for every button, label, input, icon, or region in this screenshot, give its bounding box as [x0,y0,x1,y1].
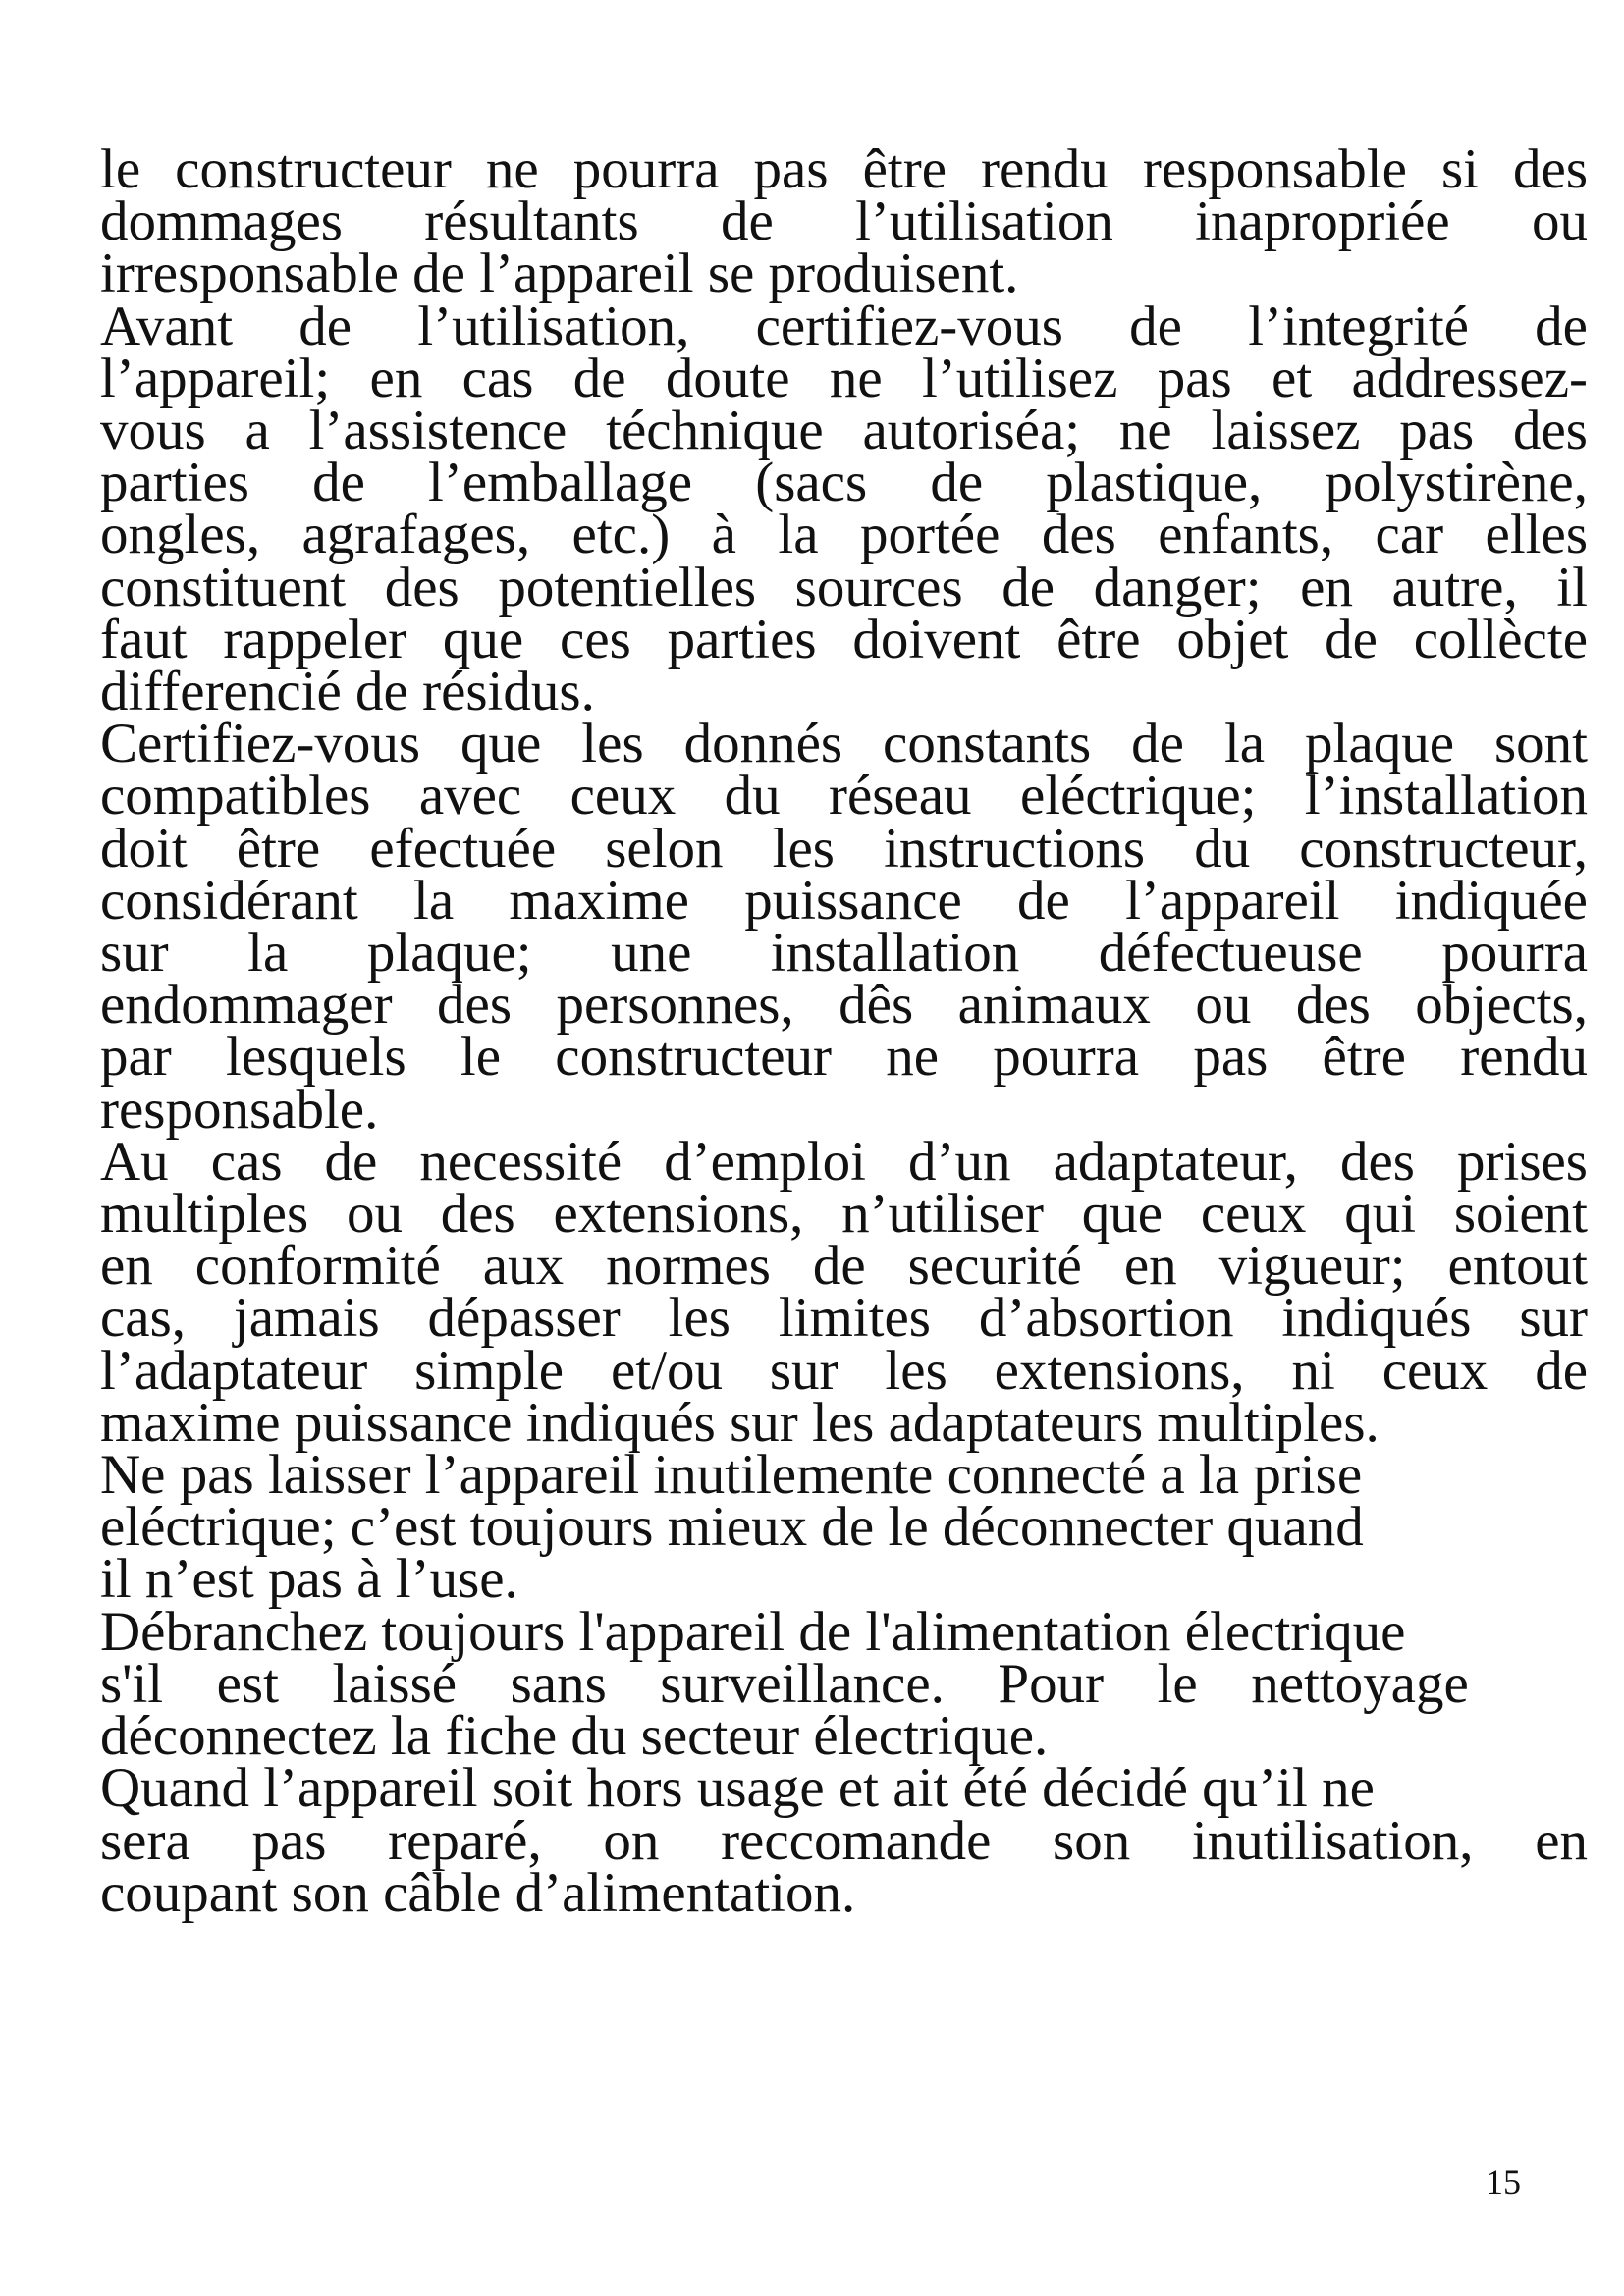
text-line: responsable. [100,1078,379,1141]
text-line: endommager des personnes, dês animaux ou des objects, [100,974,1588,1037]
text-line: l’appareil; en cas de doute ne l’utilisez pas et addressez- [100,347,1588,409]
paragraph [100,1130,1588,1454]
text-line: sur la plaque; une installation défectueuse pourra [100,922,1588,985]
text-line: cas, jamais dépasser les limites d’absortion indiqués sur [100,1287,1588,1350]
text-line: Au cas de necessité d’emploi d’un adaptateur, des prises [100,1130,1588,1193]
text-line: parties de l’emballage (sacs de plastique, polystirène, [100,452,1588,514]
text-line: ongles, agrafages, etc.) à la portée des enfants, car elles [100,504,1588,566]
paragraph [100,1600,1588,1768]
paragraph [100,1444,1588,1611]
text-line: dommages résultants de l’utilisation inapropriée ou [100,190,1588,253]
text-line: considérant la maxime puissance de l’appareil indiquée [100,869,1588,932]
text-line: doit être efectuée selon les instructions du constructeur, [100,817,1588,880]
paragraph [100,1757,1588,1924]
paragraph [100,713,1588,1141]
text-line: vous a l’assistence téchnique autoriséa; ne laissez pas des [100,400,1588,462]
text-line: constituent des potentielles sources de danger; en autre, il [100,556,1588,618]
body-text [100,138,1588,1924]
text-line: irresponsable de l’appareil se produisent. [100,242,1019,305]
text-line: s'il est laissé sans surveillance. Pour le nettoyage [100,1652,1469,1715]
page-number: 15 [1486,2163,1521,2202]
text-line: Débranchez toujours l'appareil de l'alimentation électrique [100,1600,1406,1663]
text-line: differencié de résidus. [100,661,595,723]
text-line: le constructeur ne pourra pas être rendu responsable si des [100,138,1588,200]
text-line: il n’est pas à l’use. [100,1548,518,1611]
text-line: coupant son câble d’alimentation. [100,1861,856,1924]
text-line: faut rappeler que ces parties doivent être objet de collècte [100,608,1588,670]
paragraph [100,138,1588,305]
text-line: par lesquels le constructeur ne pourra pas être rendu [100,1026,1588,1089]
text-line: maxime puissance indiqués sur les adaptateurs multiples. [100,1391,1380,1454]
text-line: Ne pas laisser l’appareil inutilemente connecté a la prise [100,1444,1363,1507]
text-line: l’adaptateur simple et/ou sur les extensions, ni ceux de [100,1339,1588,1402]
text-line: multiples ou des extensions, n’utiliser que ceux qui soient [100,1183,1588,1246]
text-line: sera pas reparé, on reccomande son inutilisation, en [100,1809,1588,1872]
text-line: Avant de l’utilisation, certifiez-vous de l’integrité de [100,294,1588,357]
text-line: déconnectez la fiche du secteur électrique. [100,1705,1049,1768]
text-line: en conformité aux normes de securité en vigueur; entout [100,1235,1588,1298]
text-line: eléctrique; c’est toujours mieux de le déconnecter quand [100,1496,1364,1559]
text-line: compatibles avec ceux du réseau eléctrique; l’installation [100,765,1588,828]
text-line: Certifiez-vous que les donnés constants de la plaque sont [100,713,1588,775]
paragraph [100,294,1588,723]
text-line: Quand l’appareil soit hors usage et ait été décidé qu’il ne [100,1757,1375,1820]
